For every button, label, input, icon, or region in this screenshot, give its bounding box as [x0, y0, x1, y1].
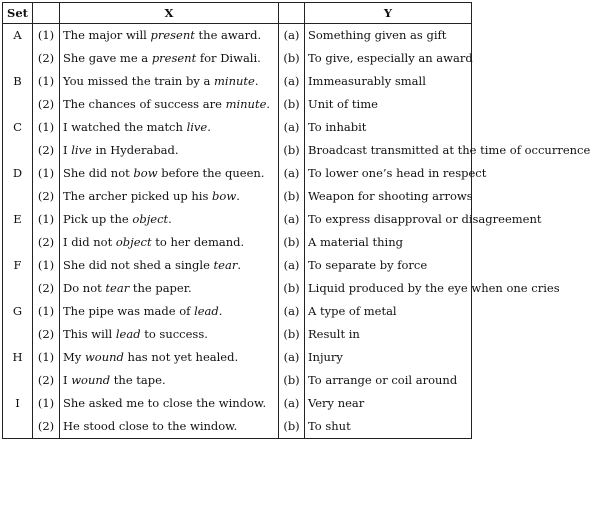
sentence-text: . [237, 258, 241, 272]
sentence-text: the tape. [110, 373, 166, 387]
sentence-text: My [63, 350, 85, 364]
table-row [3, 24, 472, 48]
sentence-text: The major will [63, 28, 151, 42]
sentence-number: (2) [33, 231, 60, 254]
meaning-letter: (a) [279, 392, 305, 415]
sentence-number: (2) [33, 369, 60, 392]
table-row [3, 185, 472, 208]
homonym-word: bow [133, 166, 158, 180]
sentence-text: . [266, 97, 271, 111]
meaning-letter: (a) [279, 116, 305, 139]
sentence-text: The chances of success are [63, 97, 226, 111]
sentence-number: (2) [33, 185, 60, 208]
homonym-word: bow [212, 189, 237, 203]
set-label [3, 139, 33, 162]
sentence-number: (2) [33, 47, 60, 70]
sentence-text: in Hyderabad. [91, 143, 179, 157]
sentence-number: (1) [33, 116, 60, 139]
meaning-letter: (a) [279, 162, 305, 185]
homonym-word: lead [115, 327, 141, 341]
sentence-text: . [218, 304, 223, 318]
header-letter [279, 3, 305, 24]
table-row [3, 93, 472, 116]
sentence-x [60, 47, 279, 70]
table-row [3, 369, 472, 392]
homonym-word: tear [105, 281, 130, 295]
sentence-text: . [207, 120, 211, 134]
set-label: G [3, 300, 33, 323]
table-row [3, 415, 472, 439]
header-row [3, 3, 472, 24]
meaning-letter: (b) [279, 139, 305, 162]
meaning-y: To give, especially an award [305, 47, 472, 70]
table-row [3, 392, 472, 415]
meaning-letter: (b) [279, 231, 305, 254]
homonym-word: object [115, 235, 152, 249]
sentence-number: (1) [33, 70, 60, 93]
sentence-number: (2) [33, 323, 60, 346]
sentence-text: to success. [140, 327, 208, 341]
table-row [3, 162, 472, 185]
homonym-word: minute [214, 74, 255, 88]
sentence-text: Do not [63, 281, 106, 295]
sentence-x [60, 323, 279, 346]
set-label: C [3, 116, 33, 139]
meaning-y: To express disapproval or disagreement [305, 208, 472, 231]
sentence-text: She did not [63, 166, 134, 180]
sentence-number: (1) [33, 208, 60, 231]
set-label: I [3, 392, 33, 415]
set-label [3, 277, 33, 300]
header-set: Set [3, 3, 33, 24]
sentence-text: I did not [63, 235, 116, 249]
sentence-text: for Diwali. [196, 51, 261, 65]
meaning-y: Immeasurably small [305, 70, 472, 93]
table-row [3, 346, 472, 369]
sentence-number: (2) [33, 139, 60, 162]
meaning-letter: (b) [279, 323, 305, 346]
homonym-word: lead [194, 304, 219, 318]
matching-table [2, 2, 590, 439]
homonym-word: tear [213, 258, 238, 272]
homonym-word: minute [225, 97, 267, 111]
meaning-y: Result in [305, 323, 472, 346]
sentence-x [60, 208, 279, 231]
meaning-letter: (b) [279, 369, 305, 392]
sentence-text: to her demand. [151, 235, 245, 249]
sentence-text: has not yet healed. [123, 350, 239, 364]
homonym-word: object [132, 212, 169, 226]
meaning-letter: (b) [279, 185, 305, 208]
sentence-text: I [63, 143, 72, 157]
meaning-y: Unit of time [305, 93, 472, 116]
sentence-text: The archer picked up his [63, 189, 213, 203]
meaning-letter: (a) [279, 300, 305, 323]
set-label [3, 185, 33, 208]
meaning-y: Very near [305, 392, 472, 415]
sentence-x [60, 93, 279, 116]
meaning-y: Weapon for shooting arrows [305, 185, 472, 208]
sentence-x [60, 392, 279, 415]
sentence-number: (1) [33, 392, 60, 415]
set-label: H [3, 346, 33, 369]
sentence-x [60, 277, 279, 300]
sentence-text: Pick up the [63, 212, 133, 226]
sentence-text: You missed the train by a [63, 74, 215, 88]
sentence-text: This will [63, 327, 116, 341]
set-label [3, 231, 33, 254]
sentence-number: (1) [33, 300, 60, 323]
table-row [3, 116, 472, 139]
sentence-text: before the queen. [157, 166, 265, 180]
homonym-word: wound [84, 350, 124, 364]
sentence-x [60, 231, 279, 254]
meaning-letter: (b) [279, 47, 305, 70]
sentence-text: I [63, 373, 72, 387]
sentence-x [60, 139, 279, 162]
sentence-text: the paper. [129, 281, 192, 295]
meaning-y: Liquid produced by the eye when one cries [305, 277, 472, 300]
sentence-text: She gave me a [63, 51, 152, 65]
sentence-x [60, 70, 279, 93]
header-y: Y [305, 3, 472, 24]
table-row [3, 323, 472, 346]
sentence-text: . [254, 74, 259, 88]
meaning-letter: (a) [279, 254, 305, 277]
meaning-y: Injury [305, 346, 472, 369]
table-row [3, 277, 472, 300]
sentence-number: (2) [33, 415, 60, 439]
sentence-number: (2) [33, 277, 60, 300]
sentence-text: She asked me to close the window. [63, 396, 267, 410]
meaning-letter: (a) [279, 70, 305, 93]
meaning-letter: (a) [279, 24, 305, 48]
set-label [3, 415, 33, 439]
meaning-y: Something given as gift [305, 24, 472, 48]
sentence-number: (1) [33, 162, 60, 185]
meaning-letter: (b) [279, 93, 305, 116]
header-x: X [60, 3, 279, 24]
sentence-text: He stood close to the window. [63, 419, 238, 433]
homonym-word: present [150, 28, 195, 42]
sentence-x [60, 162, 279, 185]
sentence-text: . [168, 212, 172, 226]
sentence-text: The pipe was made of [63, 304, 195, 318]
sentence-x [60, 369, 279, 392]
set-label [3, 47, 33, 70]
table-row [3, 254, 472, 277]
set-label: E [3, 208, 33, 231]
meaning-letter: (a) [279, 346, 305, 369]
set-label [3, 369, 33, 392]
homonym-word: live [186, 120, 208, 134]
table-row [3, 300, 472, 323]
meaning-y: To separate by force [305, 254, 472, 277]
sentence-text: She did not shed a single [63, 258, 214, 272]
set-label: F [3, 254, 33, 277]
set-label: B [3, 70, 33, 93]
set-label [3, 323, 33, 346]
table-row [3, 208, 472, 231]
set-label: D [3, 162, 33, 185]
table-row [3, 139, 472, 162]
header-number [33, 3, 60, 24]
homonym-word: wound [71, 373, 111, 387]
set-label [3, 93, 33, 116]
meaning-y: To inhabit [305, 116, 472, 139]
meaning-y: To lower one’s head in respect [305, 162, 472, 185]
sentence-number: (1) [33, 24, 60, 48]
sentence-x [60, 254, 279, 277]
sentence-x [60, 24, 279, 48]
sentence-number: (1) [33, 346, 60, 369]
meaning-y: To arrange or coil around [305, 369, 472, 392]
sentence-x [60, 300, 279, 323]
sentence-text: the award. [194, 28, 262, 42]
meaning-y: A material thing [305, 231, 472, 254]
meaning-letter: (b) [279, 415, 305, 439]
table-row [3, 231, 472, 254]
sentence-number: (1) [33, 254, 60, 277]
homonym-word: live [71, 143, 92, 157]
sentence-text: I watched the match [63, 120, 187, 134]
sentence-x [60, 116, 279, 139]
sentence-x [60, 346, 279, 369]
meaning-y: To shut [305, 415, 472, 439]
meaning-y: Broadcast transmitted at the time of occurrence [305, 139, 472, 162]
sentence-x [60, 415, 279, 439]
meaning-letter: (a) [279, 208, 305, 231]
set-label: A [3, 24, 33, 48]
sentence-x [60, 185, 279, 208]
meaning-y: A type of metal [305, 300, 472, 323]
meaning-letter: (b) [279, 277, 305, 300]
table-row [3, 70, 472, 93]
homonym-word: present [151, 51, 197, 65]
sentence-text: . [236, 189, 240, 203]
sentence-number: (2) [33, 93, 60, 116]
table-row [3, 47, 472, 70]
